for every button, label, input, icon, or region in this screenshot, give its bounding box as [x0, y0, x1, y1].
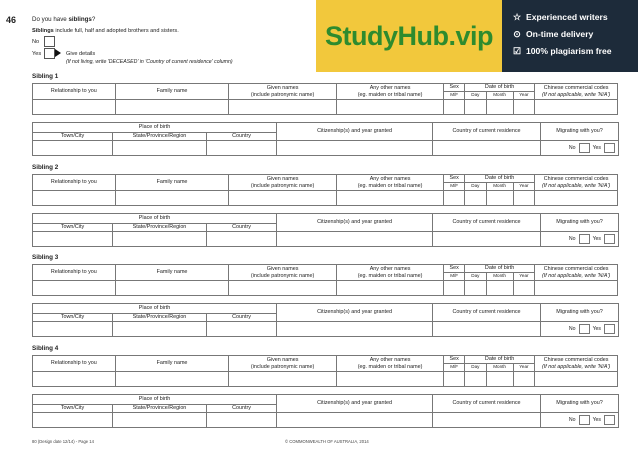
give-details-label: Give details: [66, 51, 96, 57]
relationship-input[interactable]: [33, 191, 116, 206]
no-label: No: [32, 39, 40, 45]
family-name-input[interactable]: [115, 191, 229, 206]
citizenship-header: Citizenship(s) and year granted: [277, 214, 433, 232]
star-icon: ☆: [512, 12, 522, 22]
day-header: Day: [464, 183, 486, 191]
other-names-input[interactable]: [336, 372, 443, 387]
migrating-yes-checkbox[interactable]: [604, 143, 615, 153]
ccc-text: Chinese commercial codes: [543, 176, 609, 183]
town-header: Town/City: [33, 133, 113, 141]
given-names-input[interactable]: [229, 100, 336, 115]
other-names-header: [336, 265, 443, 281]
question-number: 46: [6, 15, 17, 25]
sibling-birth-table: [32, 122, 619, 156]
family-name-header: Family name: [115, 356, 229, 372]
other-names-header: [336, 175, 443, 191]
citizenship-header: Citizenship(s) and year granted: [277, 395, 433, 413]
banner-brand-area: [316, 0, 502, 72]
migrating-no-checkbox[interactable]: [579, 234, 590, 244]
given-names-text: Given names: [266, 85, 299, 92]
residence-input[interactable]: [433, 141, 541, 156]
state-header: State/Province/Region: [113, 224, 207, 232]
month-header: Month: [486, 92, 513, 100]
relationship-input[interactable]: [33, 372, 116, 387]
footer-center: © COMMONWEALTH OF AUSTRALIA, 2014: [285, 439, 369, 444]
banner-feature-text: 100% plagiarism free: [526, 46, 612, 56]
family-name-input[interactable]: [115, 372, 229, 387]
day-header: Day: [464, 273, 486, 281]
given-names-text: Given names: [266, 176, 299, 183]
ccc-header: [535, 265, 618, 281]
yes-label: Yes: [32, 51, 42, 57]
yes-checkbox[interactable]: [44, 48, 55, 59]
relationship-header: Relationship to you: [33, 265, 116, 281]
migrating-yes-checkbox[interactable]: [604, 415, 615, 425]
migrating-cell: [541, 141, 619, 156]
relationship-input[interactable]: [33, 281, 116, 296]
sibling-birth-table: [32, 303, 619, 337]
town-header: Town/City: [33, 405, 113, 413]
ccc-header: [535, 356, 618, 372]
migrating-header: Migrating with you?: [541, 214, 619, 232]
sibling-details-table: [32, 83, 618, 115]
migrating-header: Migrating with you?: [541, 304, 619, 322]
family-name-header: Family name: [115, 265, 229, 281]
arrow-right-icon: [55, 49, 61, 57]
banner-feature-text: On-time delivery: [526, 29, 594, 39]
country-header: Country: [207, 224, 277, 232]
sex-options: M/F: [444, 273, 465, 281]
state-input[interactable]: [113, 322, 207, 337]
country-header: Country: [207, 405, 277, 413]
ccc-input[interactable]: [535, 191, 618, 206]
other-names-input[interactable]: [336, 281, 443, 296]
sex-input[interactable]: [444, 372, 465, 387]
other-names-note: (eg. maiden or tribal name): [357, 91, 423, 98]
citizenship-input[interactable]: [277, 413, 433, 428]
family-name-header: Family name: [115, 84, 229, 100]
state-header: State/Province/Region: [113, 314, 207, 322]
migrating-no-label: No: [568, 325, 576, 332]
migrating-no-label: No: [568, 416, 576, 423]
given-names-header: [229, 175, 336, 191]
migrating-header: Migrating with you?: [541, 395, 619, 413]
given-names-text: Given names: [266, 266, 299, 273]
sibling-title: Sibling 3: [32, 254, 59, 261]
question-text-bold: siblings: [68, 16, 92, 23]
sex-input[interactable]: [444, 191, 465, 206]
sex-header: Sex: [444, 175, 465, 183]
residence-header: Country of current residence: [433, 123, 541, 141]
ccc-note: (If not applicable, write 'N/A'): [541, 272, 611, 279]
migrating-yes-label: Yes: [592, 235, 602, 242]
sibling-birth-table: [32, 394, 619, 428]
other-names-text: Any other names: [369, 266, 411, 273]
year-header: Year: [513, 92, 535, 100]
migrating-yes-checkbox[interactable]: [604, 324, 615, 334]
banner-feature: [512, 26, 612, 43]
sex-header: Sex: [444, 356, 465, 364]
question-subtext: [32, 28, 179, 34]
town-header: Town/City: [33, 224, 113, 232]
month-input[interactable]: [486, 281, 513, 296]
migrating-yes-label: Yes: [592, 416, 602, 423]
sex-header: Sex: [444, 84, 465, 92]
migrating-no-label: No: [568, 144, 576, 151]
deceased-note: (If not living, write 'DECEASED' in 'Country of current residence' column): [66, 59, 233, 65]
migrating-yes-label: Yes: [592, 144, 602, 151]
state-input[interactable]: [113, 413, 207, 428]
dob-header: Date of birth: [464, 356, 534, 364]
given-names-note: (include patronymic name): [250, 182, 315, 189]
citizenship-input[interactable]: [277, 141, 433, 156]
given-names-input[interactable]: [229, 281, 336, 296]
month-header: Month: [486, 273, 513, 281]
sibling-title: Sibling 4: [32, 345, 59, 352]
year-input[interactable]: [513, 191, 535, 206]
sex-options: M/F: [444, 364, 465, 372]
relationship-header: Relationship to you: [33, 175, 116, 191]
other-names-header: [336, 84, 443, 100]
migrating-options: [541, 324, 618, 334]
ccc-header: [535, 84, 618, 100]
sex-input[interactable]: [444, 100, 465, 115]
sibling-birth-table: [32, 213, 619, 247]
given-names-note: (include patronymic name): [250, 272, 315, 279]
ccc-text: Chinese commercial codes: [543, 357, 609, 364]
migrating-options: [541, 234, 618, 244]
migrating-cell: [541, 413, 619, 428]
year-header: Year: [513, 273, 535, 281]
given-names-header: [229, 356, 336, 372]
month-input[interactable]: [486, 372, 513, 387]
state-input[interactable]: [113, 141, 207, 156]
sibling-details-table: [32, 174, 618, 206]
day-input[interactable]: [464, 372, 486, 387]
given-names-header: [229, 84, 336, 100]
year-input[interactable]: [513, 100, 535, 115]
relationship-header: Relationship to you: [33, 84, 116, 100]
banner-feature: [512, 9, 612, 26]
day-input[interactable]: [464, 191, 486, 206]
family-name-input[interactable]: [115, 100, 229, 115]
migrating-cell: [541, 232, 619, 247]
country-header: Country: [207, 133, 277, 141]
year-header: Year: [513, 364, 535, 372]
migrating-no-checkbox[interactable]: [579, 143, 590, 153]
other-names-note: (eg. maiden or tribal name): [357, 182, 423, 189]
family-name-header: Family name: [115, 175, 229, 191]
sex-options: M/F: [444, 92, 465, 100]
migrating-no-label: No: [568, 235, 576, 242]
town-input[interactable]: [33, 322, 113, 337]
other-names-input[interactable]: [336, 191, 443, 206]
ccc-note: (If not applicable, write 'N/A'): [541, 363, 611, 370]
question-text-pre: Do you have: [32, 16, 69, 23]
country-input[interactable]: [207, 232, 277, 247]
clock-icon: ⊙: [513, 29, 521, 39]
migrating-cell: [541, 322, 619, 337]
country-input[interactable]: [207, 141, 277, 156]
other-names-note: (eg. maiden or tribal name): [357, 363, 423, 370]
ccc-text: Chinese commercial codes: [543, 85, 609, 92]
month-input[interactable]: [486, 100, 513, 115]
year-header: Year: [513, 183, 535, 191]
residence-header: Country of current residence: [433, 214, 541, 232]
sex-input[interactable]: [444, 281, 465, 296]
question-sub-bold: Siblings: [32, 28, 54, 34]
ccc-input[interactable]: [535, 281, 618, 296]
question-text: [32, 16, 95, 23]
year-input[interactable]: [513, 281, 535, 296]
place-of-birth-header: Place of birth: [33, 395, 277, 405]
sex-header: Sex: [444, 265, 465, 273]
country-header: Country: [207, 314, 277, 322]
citizenship-header: Citizenship(s) and year granted: [277, 123, 433, 141]
dob-header: Date of birth: [464, 84, 534, 92]
ccc-note: (If not applicable, write 'N/A'): [541, 91, 611, 98]
state-header: State/Province/Region: [113, 133, 207, 141]
other-names-input[interactable]: [336, 100, 443, 115]
day-input[interactable]: [464, 281, 486, 296]
sibling-details-table: [32, 264, 618, 296]
country-input[interactable]: [207, 322, 277, 337]
family-name-input[interactable]: [115, 281, 229, 296]
other-names-text: Any other names: [369, 176, 411, 183]
residence-input[interactable]: [433, 232, 541, 247]
dob-header: Date of birth: [464, 265, 534, 273]
migrating-header: Migrating with you?: [541, 123, 619, 141]
residence-input[interactable]: [433, 413, 541, 428]
ccc-input[interactable]: [535, 100, 618, 115]
ccc-note: (If not applicable, write 'N/A'): [541, 182, 611, 189]
given-names-text: Given names: [266, 357, 299, 364]
ccc-header: [535, 175, 618, 191]
residence-header: Country of current residence: [433, 395, 541, 413]
town-header: Town/City: [33, 314, 113, 322]
given-names-input[interactable]: [229, 372, 336, 387]
migrating-no-checkbox[interactable]: [579, 415, 590, 425]
place-of-birth-header: Place of birth: [33, 123, 277, 133]
migrating-no-checkbox[interactable]: [579, 324, 590, 334]
sibling-title: Sibling 1: [32, 73, 59, 80]
residence-input[interactable]: [433, 322, 541, 337]
year-input[interactable]: [513, 372, 535, 387]
other-names-note: (eg. maiden or tribal name): [357, 272, 423, 279]
banner-feature-text: Experienced writers: [526, 12, 608, 22]
studyhub-banner[interactable]: [316, 0, 638, 72]
state-header: State/Province/Region: [113, 405, 207, 413]
country-input[interactable]: [207, 413, 277, 428]
citizenship-header: Citizenship(s) and year granted: [277, 304, 433, 322]
other-names-header: [336, 356, 443, 372]
other-names-text: Any other names: [369, 85, 411, 92]
migrating-options: [541, 415, 618, 425]
month-input[interactable]: [486, 191, 513, 206]
footer-left: 80 (Design date 12/14) - Page 14: [32, 439, 94, 444]
residence-header: Country of current residence: [433, 304, 541, 322]
question-sub-rest: include full, half and adopted brothers and sisters.: [53, 28, 179, 34]
sibling-details-table: [32, 355, 618, 387]
day-input[interactable]: [464, 100, 486, 115]
town-input[interactable]: [33, 413, 113, 428]
given-names-note: (include patronymic name): [250, 363, 315, 370]
citizenship-input[interactable]: [277, 322, 433, 337]
banner-brand: StudyHub.vip: [325, 20, 493, 51]
ccc-input[interactable]: [535, 372, 618, 387]
migrating-yes-checkbox[interactable]: [604, 234, 615, 244]
state-input[interactable]: [113, 232, 207, 247]
place-of-birth-header: Place of birth: [33, 304, 277, 314]
place-of-birth-header: Place of birth: [33, 214, 277, 224]
relationship-header: Relationship to you: [33, 356, 116, 372]
other-names-text: Any other names: [369, 357, 411, 364]
banner-feature: [512, 43, 612, 60]
given-names-header: [229, 265, 336, 281]
ccc-text: Chinese commercial codes: [543, 266, 609, 273]
day-header: Day: [464, 92, 486, 100]
citizenship-input[interactable]: [277, 232, 433, 247]
given-names-input[interactable]: [229, 191, 336, 206]
banner-features: [512, 9, 612, 60]
question-text-post: ?: [91, 16, 96, 23]
day-header: Day: [464, 364, 486, 372]
dob-header: Date of birth: [464, 175, 534, 183]
shield-check-icon: ☑: [512, 46, 522, 56]
town-input[interactable]: [33, 232, 113, 247]
sex-options: M/F: [444, 183, 465, 191]
migrating-options: [541, 143, 618, 153]
given-names-note: (include patronymic name): [250, 91, 315, 98]
month-header: Month: [486, 364, 513, 372]
sibling-title: Sibling 2: [32, 164, 59, 171]
migrating-yes-label: Yes: [592, 325, 602, 332]
month-header: Month: [486, 183, 513, 191]
town-input[interactable]: [33, 141, 113, 156]
relationship-input[interactable]: [33, 100, 116, 115]
no-checkbox[interactable]: [44, 36, 55, 47]
